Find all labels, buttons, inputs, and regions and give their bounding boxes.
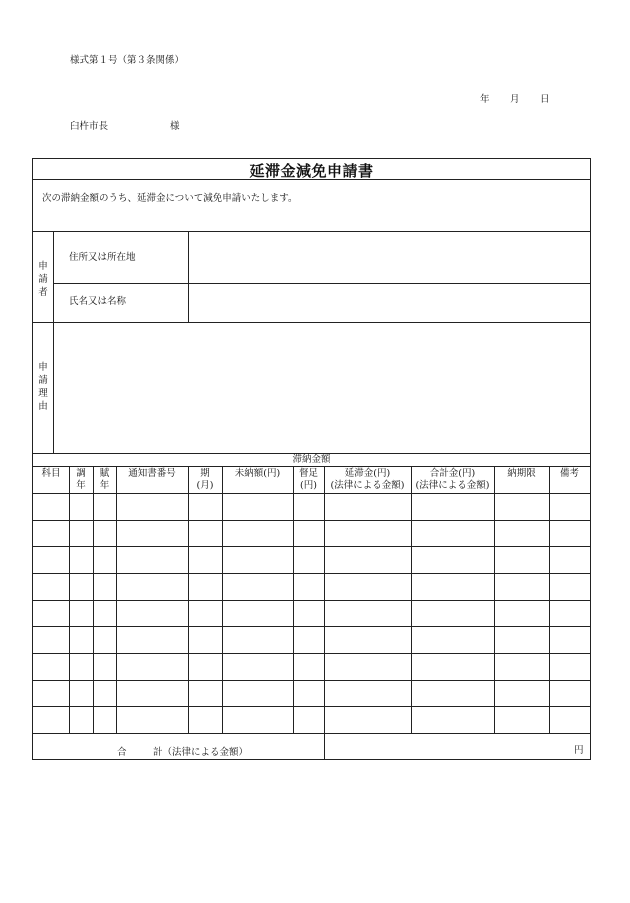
table-cell[interactable] (412, 627, 494, 653)
column-header-1: 科目 (41, 468, 61, 479)
column-header-6: 未納額(円) (234, 468, 281, 479)
table-cell[interactable] (412, 547, 494, 573)
column-header-9: 合計金(円) (429, 468, 476, 479)
table-cell[interactable] (495, 707, 549, 733)
table-cell[interactable] (117, 654, 188, 680)
table-cell[interactable] (495, 627, 549, 653)
table-cell[interactable] (325, 521, 411, 547)
table-cell[interactable] (294, 547, 324, 573)
table-cell[interactable] (94, 654, 116, 680)
table-cell[interactable] (294, 494, 324, 520)
table-cell[interactable] (117, 521, 188, 547)
table-cell[interactable] (70, 574, 93, 600)
table-cell[interactable] (550, 574, 590, 600)
addressee-honorific: 様 (170, 121, 180, 132)
table-cell[interactable] (325, 574, 411, 600)
addressee-name: 臼杵市長 (70, 121, 109, 132)
table-cell[interactable] (117, 707, 188, 733)
table-cell[interactable] (495, 601, 549, 627)
table-cell[interactable] (495, 574, 549, 600)
table-cell[interactable] (94, 547, 116, 573)
table-cell[interactable] (495, 681, 549, 707)
table-cell[interactable] (117, 494, 188, 520)
table-cell[interactable] (412, 601, 494, 627)
column-header-4: 通知書番号 (128, 468, 176, 479)
table-cell[interactable] (189, 601, 222, 627)
table-cell[interactable] (70, 654, 93, 680)
column-header-11: 備考 (559, 468, 579, 479)
table-cell[interactable] (550, 627, 590, 653)
table-cell[interactable] (412, 681, 494, 707)
table-cell[interactable] (223, 574, 293, 600)
table-cell[interactable] (495, 547, 549, 573)
table-cell[interactable] (94, 681, 116, 707)
table-cell[interactable] (325, 627, 411, 653)
table-cell[interactable] (70, 681, 93, 707)
table-cell[interactable] (34, 494, 69, 520)
table-cell[interactable] (189, 521, 222, 547)
table-cell[interactable] (189, 627, 222, 653)
column-subheader-8: (法律による金額) (330, 480, 405, 491)
table-cell[interactable] (495, 654, 549, 680)
table-cell[interactable] (412, 494, 494, 520)
table-cell[interactable] (34, 654, 69, 680)
table-cell[interactable] (189, 574, 222, 600)
column-header-5: 期 (200, 468, 210, 479)
table-cell[interactable] (325, 707, 411, 733)
table-cell[interactable] (34, 521, 69, 547)
table-cell[interactable] (117, 681, 188, 707)
table-cell[interactable] (550, 681, 590, 707)
table-cell[interactable] (294, 521, 324, 547)
table-cell[interactable] (117, 574, 188, 600)
table-cell[interactable] (325, 654, 411, 680)
column-subheader-7: (円) (300, 480, 317, 491)
table-cell[interactable] (412, 654, 494, 680)
table-cell[interactable] (550, 521, 590, 547)
table-cell[interactable] (70, 521, 93, 547)
table-cell[interactable] (94, 574, 116, 600)
table-cell[interactable] (223, 547, 293, 573)
table-cell[interactable] (223, 681, 293, 707)
form-intro: 次の滞納金額のうち、延滞金について減免申請いたします。 (42, 193, 298, 204)
table-cell[interactable] (70, 627, 93, 653)
table-cell[interactable] (94, 601, 116, 627)
column-header-2: 調 (76, 468, 86, 479)
column-header-10: 納期限 (507, 468, 536, 479)
column-header-8: 延滞金(円) (344, 468, 391, 479)
table-cell[interactable] (223, 627, 293, 653)
column-subheader-5: (月) (196, 480, 214, 491)
address-label: 住所又は所在地 (69, 252, 136, 263)
total-label-a: 合 (117, 747, 127, 758)
table-cell[interactable] (34, 681, 69, 707)
table-cell[interactable] (117, 601, 188, 627)
table-cell[interactable] (223, 654, 293, 680)
table-cell[interactable] (70, 547, 93, 573)
table-cell[interactable] (294, 601, 324, 627)
table-cell[interactable] (117, 547, 188, 573)
form-title: 延滞金減免申請書 (249, 162, 374, 180)
table-cell[interactable] (34, 574, 69, 600)
date-month-label: 月 (510, 94, 520, 105)
table-cell[interactable] (70, 494, 93, 520)
table-cell[interactable] (325, 494, 411, 520)
reason-field[interactable] (54, 323, 590, 452)
table-cell[interactable] (325, 681, 411, 707)
table-cell[interactable] (294, 654, 324, 680)
table-cell[interactable] (34, 627, 69, 653)
table-cell[interactable] (550, 707, 590, 733)
table-cell[interactable] (34, 547, 69, 573)
total-label-b: 計（法律による金額） (153, 747, 249, 758)
date-year-label: 年 (480, 94, 490, 105)
total-unit: 円 (574, 745, 584, 756)
table-cell[interactable] (550, 654, 590, 680)
table-cell[interactable] (223, 521, 293, 547)
table-cell[interactable] (294, 707, 324, 733)
table-cell[interactable] (223, 494, 293, 520)
table-cell[interactable] (189, 681, 222, 707)
table-cell[interactable] (325, 547, 411, 573)
table-cell[interactable] (412, 574, 494, 600)
table-cell[interactable] (34, 601, 69, 627)
column-subheader-3: 年 (99, 480, 110, 491)
table-cell[interactable] (325, 601, 411, 627)
table-cell[interactable] (70, 707, 93, 733)
table-cell[interactable] (189, 494, 222, 520)
table-cell[interactable] (550, 601, 590, 627)
name-field[interactable] (189, 284, 590, 321)
reason-label: 申請理由 (38, 362, 48, 412)
table-cell[interactable] (412, 521, 494, 547)
total-amount-field[interactable] (325, 734, 590, 760)
date-day-label: 日 (540, 94, 550, 105)
table-cell[interactable] (94, 494, 116, 520)
table-cell[interactable] (189, 654, 222, 680)
table-cell[interactable] (294, 681, 324, 707)
table-cell[interactable] (117, 627, 188, 653)
table-cell[interactable] (550, 494, 590, 520)
column-header-7: 督足 (298, 468, 318, 479)
table-cell[interactable] (94, 627, 116, 653)
table-cell[interactable] (70, 601, 93, 627)
name-label: 氏名又は名称 (69, 296, 127, 307)
applicant-label: 申請者 (38, 261, 48, 298)
arrears-section-title: 滞納金額 (292, 454, 331, 465)
table-cell[interactable] (294, 627, 324, 653)
table-cell[interactable] (412, 707, 494, 733)
form-number: 様式第１号（第３条関係） (70, 55, 185, 66)
table-cell[interactable] (223, 601, 293, 627)
table-cell[interactable] (94, 707, 116, 733)
table-cell[interactable] (189, 547, 222, 573)
column-subheader-2: 年 (76, 480, 86, 491)
application-form (32, 158, 591, 760)
table-cell[interactable] (34, 707, 69, 733)
table-cell[interactable] (550, 547, 590, 573)
table-cell[interactable] (495, 521, 549, 547)
column-subheader-9: (法律による金額) (415, 480, 490, 491)
column-header-3: 賦 (99, 468, 110, 479)
table-cell[interactable] (223, 707, 293, 733)
address-field[interactable] (189, 232, 590, 283)
table-cell[interactable] (294, 574, 324, 600)
table-cell[interactable] (189, 707, 222, 733)
table-cell[interactable] (94, 521, 116, 547)
table-cell[interactable] (495, 494, 549, 520)
